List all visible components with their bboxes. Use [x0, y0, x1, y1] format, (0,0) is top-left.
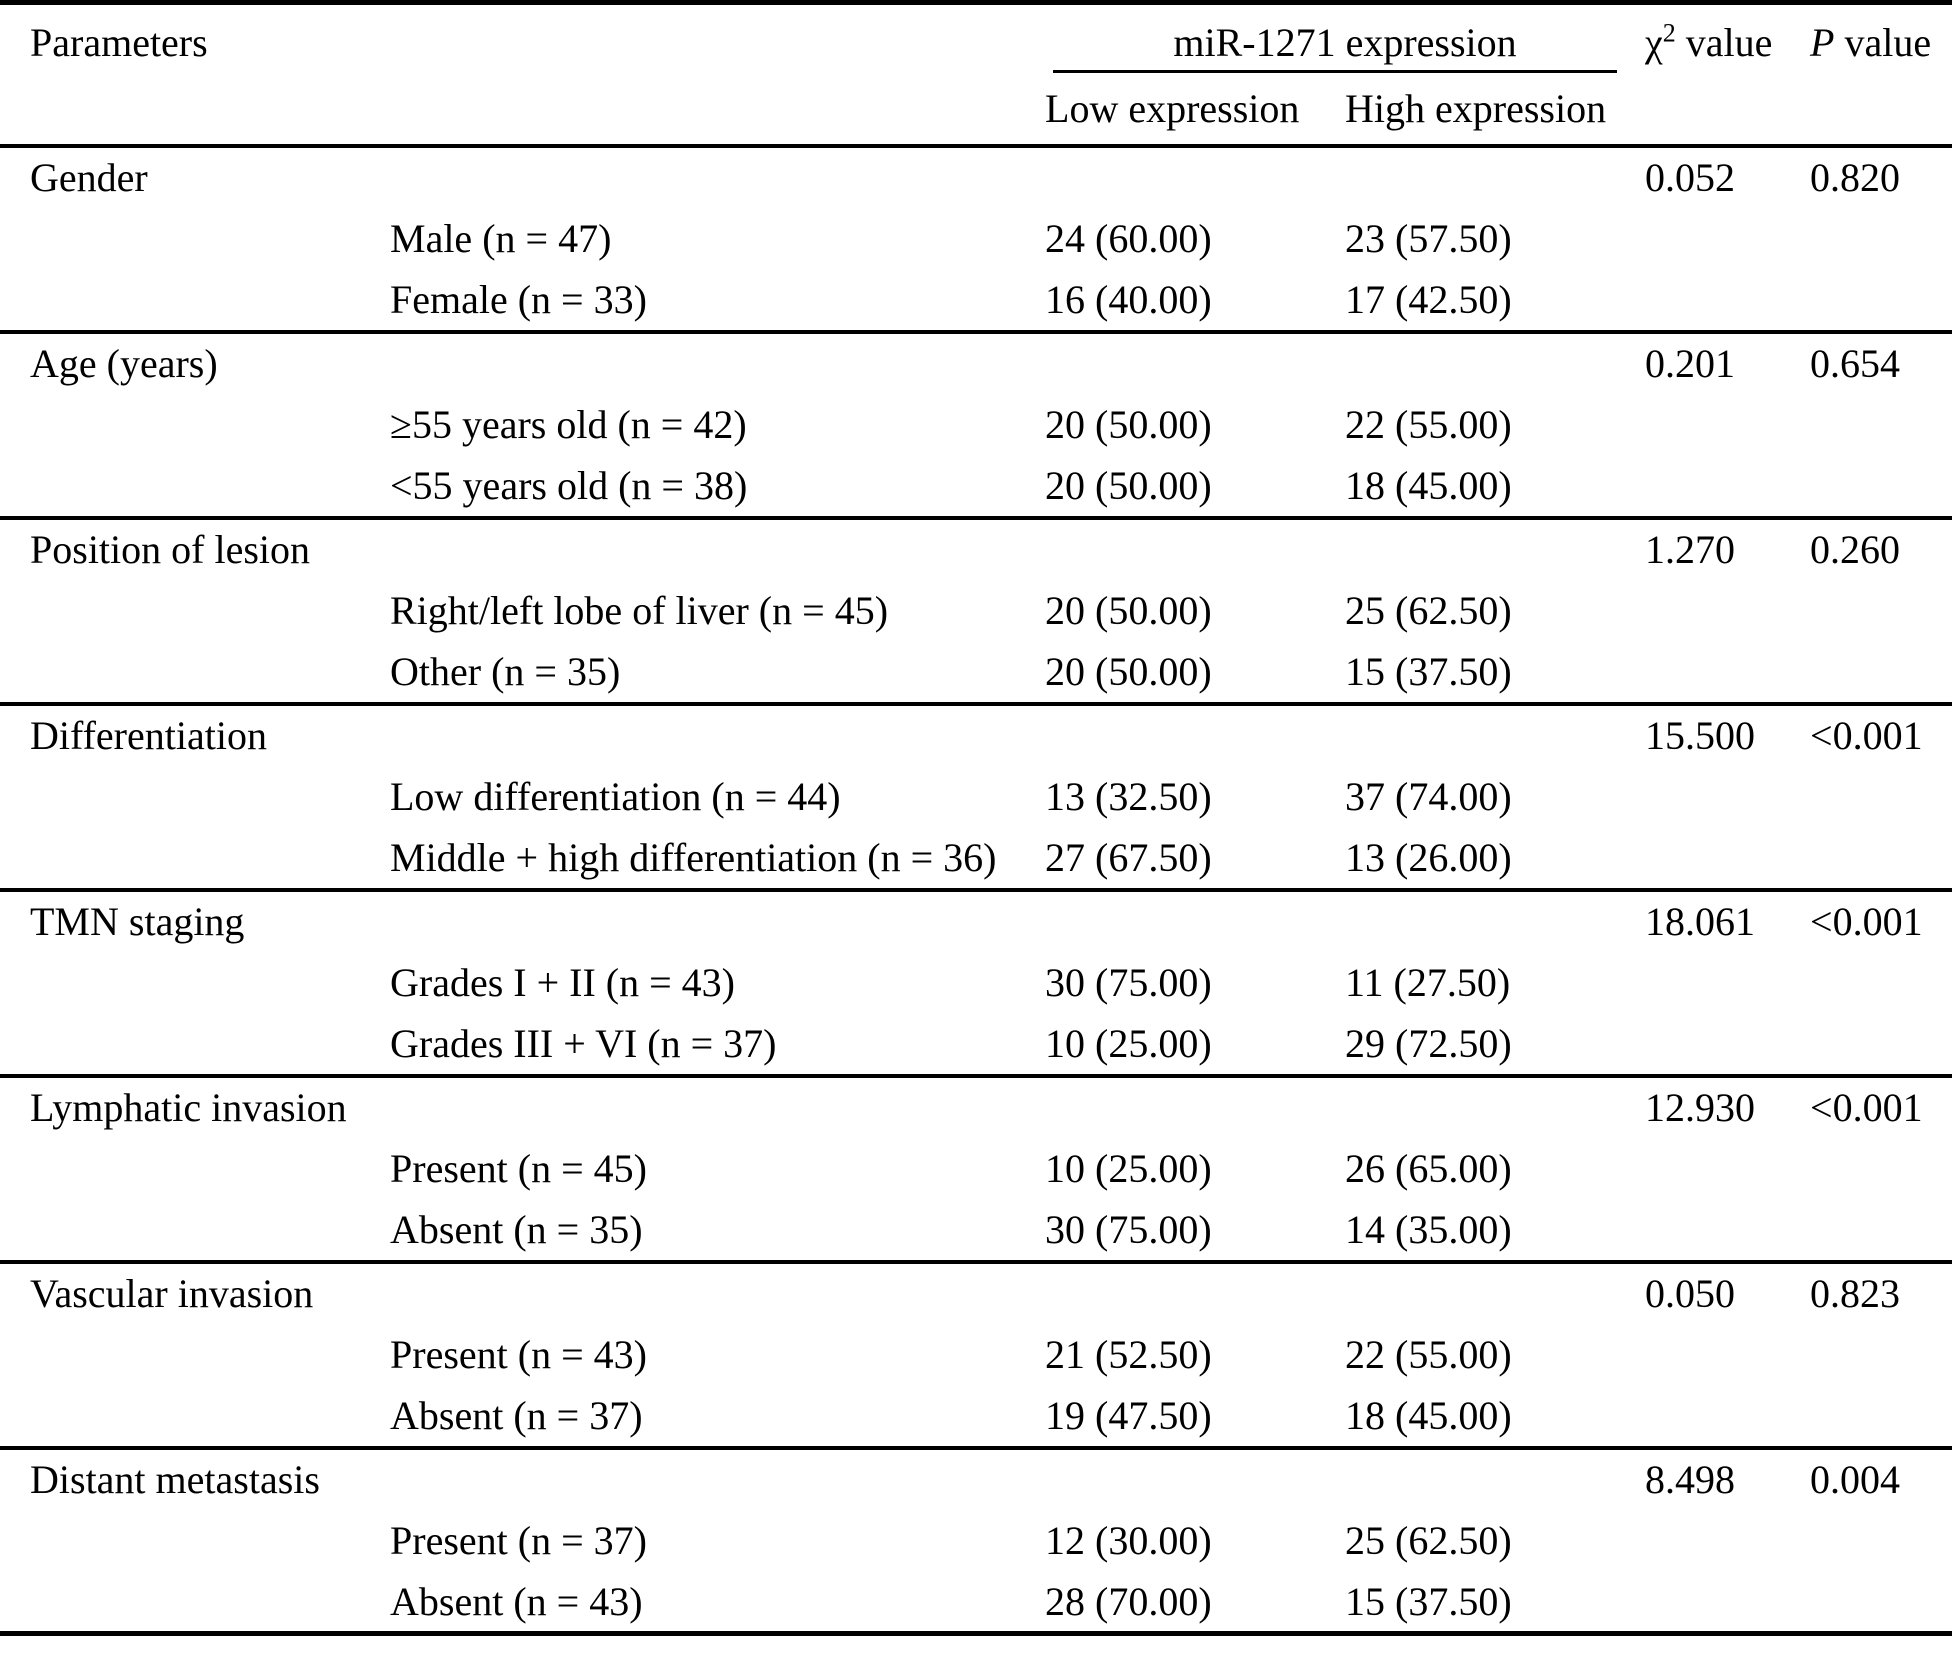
high-expression-value: 15 (37.50)	[1345, 1578, 1512, 1624]
high-expression-value: 26 (65.00)	[1345, 1146, 1512, 1191]
sub-label: Male (n = 47)	[390, 216, 612, 261]
high-expression-value: 18 (45.00)	[1345, 1393, 1512, 1438]
p-value: 0.823	[1810, 1262, 1952, 1324]
table-row	[0, 1200, 1952, 1262]
table-row	[0, 394, 1952, 456]
p-value: 0.260	[1810, 518, 1952, 580]
table-row	[0, 270, 1952, 332]
chi-square-column-header	[1645, 3, 1810, 146]
low-expression-value: 10 (25.00)	[1045, 1021, 1212, 1066]
low-expression-value: 19 (47.50)	[1045, 1393, 1212, 1438]
high-expression-value: 22 (55.00)	[1345, 402, 1512, 447]
table-row	[0, 580, 1952, 642]
table-row	[0, 456, 1952, 518]
p-value: <0.001	[1810, 1076, 1952, 1138]
high-expression-value: 13 (26.00)	[1345, 835, 1512, 880]
high-expression-value: 15 (37.50)	[1345, 649, 1512, 694]
high-expression-value: 22 (55.00)	[1345, 1332, 1512, 1377]
sub-label: Low differentiation (n = 44)	[390, 774, 841, 819]
low-expression-value: 27 (67.50)	[1045, 835, 1212, 880]
section-row	[0, 1262, 1952, 1324]
sub-label: Grades III + VI (n = 37)	[390, 1021, 777, 1066]
sub-label: Absent (n = 37)	[390, 1393, 643, 1438]
mir-1271-expression-group-header: miR-1271 expression	[1045, 3, 1645, 73]
section-label: Position of lesion	[0, 518, 1045, 580]
section-row	[0, 146, 1952, 208]
table-row	[0, 828, 1952, 890]
sub-label: Grades I + II (n = 43)	[390, 960, 735, 1005]
chi-square-value: 12.930	[1645, 1076, 1810, 1138]
high-expression-value: 14 (35.00)	[1345, 1207, 1512, 1252]
low-expression-value: 21 (52.50)	[1045, 1332, 1212, 1377]
low-expression-value: 24 (60.00)	[1045, 216, 1212, 261]
section-label: Distant metastasis	[0, 1448, 1045, 1510]
low-expression-value: 20 (50.00)	[1045, 649, 1212, 694]
chi-superscript: 2	[1662, 18, 1676, 48]
chi-square-value: 0.201	[1645, 332, 1810, 394]
section-row	[0, 1448, 1952, 1510]
section-row	[0, 518, 1952, 580]
p-value: <0.001	[1810, 704, 1952, 766]
section-row	[0, 704, 1952, 766]
high-expression-column-header: High expression	[1345, 85, 1607, 131]
p-value: 0.654	[1810, 332, 1952, 394]
p-value: 0.004	[1810, 1448, 1952, 1510]
section-row	[0, 890, 1952, 952]
chi-square-value: 8.498	[1645, 1448, 1810, 1510]
high-expression-value: 17 (42.50)	[1345, 277, 1512, 322]
sub-label: Present (n = 37)	[390, 1518, 647, 1563]
chi-square-value: 1.270	[1645, 518, 1810, 580]
low-expression-value: 10 (25.00)	[1045, 1146, 1212, 1191]
section-row	[0, 1076, 1952, 1138]
table-row	[0, 1386, 1952, 1448]
section-label: Differentiation	[0, 704, 1045, 766]
sub-label: Present (n = 43)	[390, 1332, 647, 1377]
table-row	[0, 208, 1952, 270]
low-expression-value: 20 (50.00)	[1045, 463, 1212, 508]
low-expression-value: 20 (50.00)	[1045, 588, 1212, 633]
sub-label: <55 years old (n = 38)	[390, 463, 748, 508]
p-value-column-header	[1810, 3, 1952, 146]
section-label: Vascular invasion	[0, 1262, 1045, 1324]
sub-label: Absent (n = 43)	[390, 1578, 643, 1624]
section-label: Lymphatic invasion	[0, 1076, 1045, 1138]
high-expression-value: 37 (74.00)	[1345, 774, 1512, 819]
table-row	[0, 642, 1952, 704]
table-row	[0, 952, 1952, 1014]
low-expression-value: 12 (30.00)	[1045, 1518, 1212, 1563]
p-symbol: P	[1810, 20, 1835, 65]
section-label: TMN staging	[0, 890, 1045, 952]
sub-label: Present (n = 45)	[390, 1146, 647, 1191]
sub-label: Female (n = 33)	[390, 277, 647, 322]
high-expression-value: 23 (57.50)	[1345, 216, 1512, 261]
sub-label: Middle + high differentiation (n = 36)	[390, 835, 997, 880]
table-row	[0, 1138, 1952, 1200]
sub-label: Other (n = 35)	[390, 649, 621, 694]
parameters-column-header: Parameters	[30, 20, 208, 65]
low-expression-value: 13 (32.50)	[1045, 774, 1212, 819]
p-value: 0.820	[1810, 146, 1952, 208]
table-row	[0, 1572, 1952, 1634]
low-expression-value: 20 (50.00)	[1045, 402, 1212, 447]
chi-square-value: 0.050	[1645, 1262, 1810, 1324]
chi-symbol: χ	[1645, 20, 1663, 65]
low-expression-column-header: Low expression	[1045, 85, 1300, 131]
chi-square-value: 0.052	[1645, 146, 1810, 208]
table-row	[0, 1510, 1952, 1572]
high-expression-value: 11 (27.50)	[1345, 960, 1511, 1005]
table-header	[0, 3, 1952, 146]
table-row	[0, 1014, 1952, 1076]
p-value-text: value	[1834, 20, 1932, 65]
p-value: <0.001	[1810, 890, 1952, 952]
section-label: Age (years)	[0, 332, 1045, 394]
high-expression-value: 25 (62.50)	[1345, 588, 1512, 633]
section-row	[0, 332, 1952, 394]
chi-value-text: value	[1675, 20, 1773, 65]
low-expression-value: 30 (75.00)	[1045, 960, 1212, 1005]
sub-label: Right/left lobe of liver (n = 45)	[390, 588, 889, 633]
low-expression-value: 30 (75.00)	[1045, 1207, 1212, 1252]
table-row	[0, 766, 1952, 828]
section-label: Gender	[0, 146, 1045, 208]
chi-square-value: 18.061	[1645, 890, 1810, 952]
sub-label: Absent (n = 35)	[390, 1207, 643, 1252]
low-expression-value: 16 (40.00)	[1045, 277, 1212, 322]
sub-label: ≥55 years old (n = 42)	[390, 402, 747, 447]
chi-square-value: 15.500	[1645, 704, 1810, 766]
high-expression-value: 29 (72.50)	[1345, 1021, 1512, 1066]
table-row	[0, 1324, 1952, 1386]
high-expression-value: 18 (45.00)	[1345, 463, 1512, 508]
high-expression-value: 25 (62.50)	[1345, 1518, 1512, 1563]
low-expression-value: 28 (70.00)	[1045, 1578, 1212, 1624]
